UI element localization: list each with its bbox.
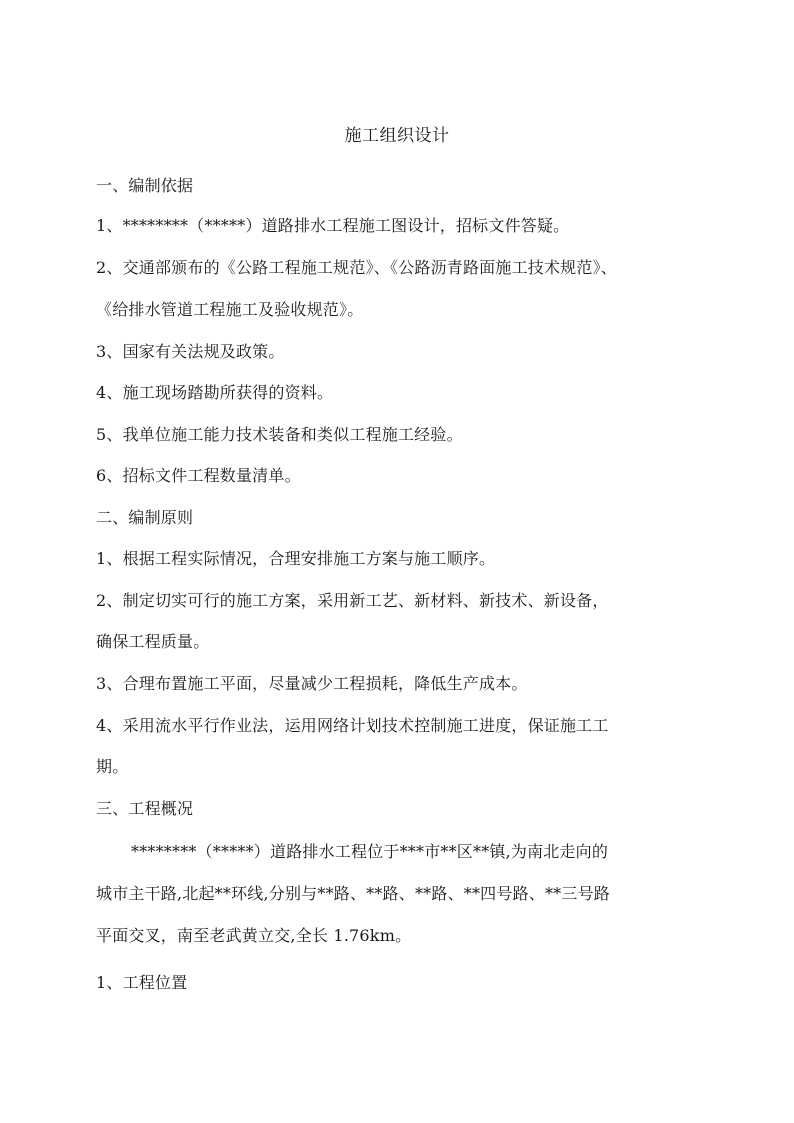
basis-item-5: 5、我单位施工能力技术装备和类似工程施工经验。 [96, 425, 463, 444]
principle-item-2-line-1: 2、制定切实可行的施工方案，采用新工艺、新材料、新技术、新设备， [96, 591, 609, 610]
principle-item-4-line-2: 期。 [96, 757, 129, 776]
basis-item-6: 6、招标文件工程数量清单。 [96, 466, 301, 485]
overview-subheading-location: 1、工程位置 [96, 973, 188, 992]
principle-item-3: 3、合理布置施工平面，尽量减少工程损耗，降低生产成本。 [96, 674, 528, 693]
document-title: 施工组织设计 [344, 126, 450, 146]
overview-paragraph-line-3: 平面交叉，南至老武黄立交,全长 1.76km。 [96, 926, 412, 945]
basis-item-3: 3、国家有关法规及政策。 [96, 342, 285, 361]
basis-item-1: 1、********（*****）道路排水工程施工图设计，招标文件答疑。 [96, 216, 570, 235]
basis-item-2-line-1: 2、交通部颁布的《公路工程施工规范》、《公路沥青路面施工技术规范》、 [96, 258, 617, 277]
overview-paragraph-line-2: 城市主干路,北起**环线,分别与**路、**路、**路、**四号路、**三号路 [96, 884, 610, 903]
section-heading-principles: 二、编制原则 [96, 508, 194, 527]
basis-item-4: 4、施工现场踏勘所获得的资料。 [96, 383, 334, 402]
principle-item-1: 1、根据工程实际情况，合理安排施工方案与施工顺序。 [96, 549, 496, 568]
principle-item-2-line-2: 确保工程质量。 [96, 632, 210, 651]
section-heading-basis: 一、编制依据 [96, 176, 194, 195]
section-heading-overview: 三、工程概况 [96, 799, 194, 818]
principle-item-4-line-1: 4、采用流水平行作业法，运用网络计划技术控制施工进度，保证施工工 [96, 716, 609, 735]
overview-paragraph-line-1: ********（*****）道路排水工程位于***市**区**镇,为南北走向的 [131, 842, 609, 861]
basis-item-2-line-2: 《给排水管道工程施工及验收规范》。 [96, 300, 364, 319]
